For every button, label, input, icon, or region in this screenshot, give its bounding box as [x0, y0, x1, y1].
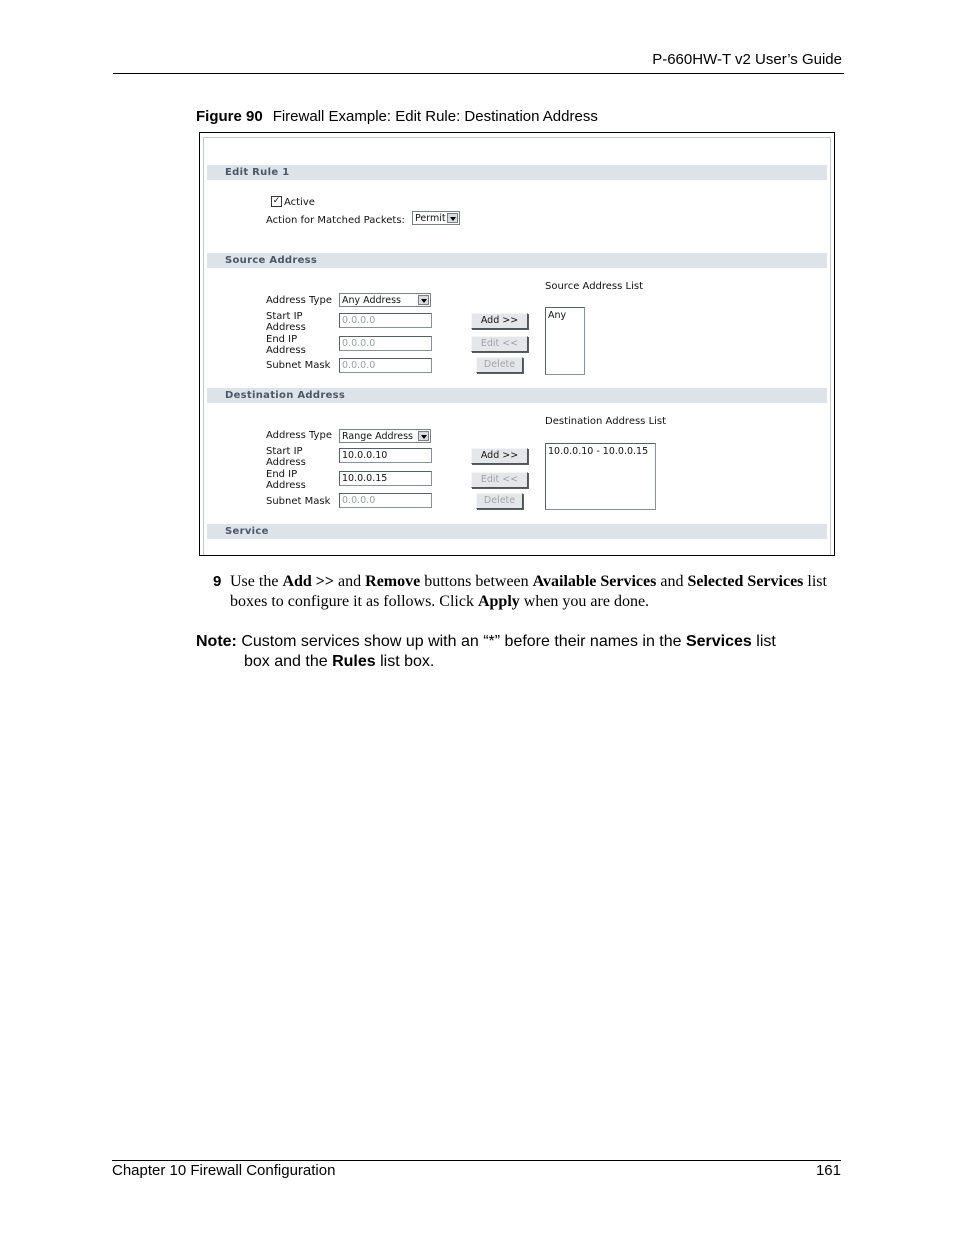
source-address-heading: Source Address: [225, 255, 318, 266]
list-item[interactable]: 10.0.0.10 - 10.0.0.15: [548, 446, 649, 457]
step-bold-apply: Apply: [477, 593, 520, 610]
source-delete-button[interactable]: Delete: [476, 357, 523, 373]
step-bold-selected-services: Selected Services: [687, 573, 804, 590]
step-number: 9: [213, 573, 222, 590]
footer-chapter: Chapter 10 Firewall Configuration: [112, 1162, 336, 1179]
service-heading: Service: [225, 526, 269, 537]
step-text-part: and: [334, 573, 366, 590]
step-text-part: and: [656, 573, 688, 590]
running-header-title: P-660HW-T v2 User’s Guide: [652, 51, 842, 68]
destination-address-band: [207, 388, 827, 403]
step-9: [213, 572, 843, 612]
note-text-part: box and the: [244, 653, 333, 670]
source-address-type-select[interactable]: [339, 293, 431, 307]
source-edit-button[interactable]: Edit <<: [471, 336, 528, 352]
step-text-part: when you are done.: [519, 593, 650, 610]
source-start-ip-value: 0.0.0.0: [342, 315, 376, 326]
source-address-type-label: Address Type: [266, 295, 332, 306]
destination-start-ip-label: Start IP Address: [266, 446, 306, 468]
destination-address-heading: Destination Address: [225, 390, 346, 401]
source-end-ip-value: 0.0.0.0: [342, 338, 376, 349]
chevron-down-icon: [418, 295, 429, 305]
source-list-label: Source Address List: [545, 281, 644, 292]
footer-rule: [112, 1160, 841, 1161]
source-end-ip-label: End IP Address: [266, 334, 306, 356]
note-text-part: list: [751, 633, 776, 650]
chevron-down-icon: [418, 431, 429, 441]
source-subnet-label: Subnet Mask: [266, 360, 331, 371]
destination-start-ip-value: 10.0.0.10: [342, 450, 388, 461]
destination-list-label: Destination Address List: [545, 416, 667, 427]
chevron-down-icon: [447, 213, 458, 223]
source-subnet-value: 0.0.0.0: [342, 360, 376, 371]
source-start-ip-label: Start IP Address: [266, 311, 306, 333]
note-bold-services: Services: [685, 633, 752, 650]
active-checkbox[interactable]: ✓: [272, 196, 281, 206]
source-start-ip-field[interactable]: [339, 313, 432, 328]
firewall-edit-rule-screenshot: [199, 132, 835, 556]
source-end-ip-field[interactable]: [339, 336, 432, 351]
source-subnet-field[interactable]: [339, 358, 432, 373]
footer-page-number: 161: [815, 1162, 841, 1179]
destination-address-type-select[interactable]: [339, 429, 431, 443]
destination-end-ip-field[interactable]: [339, 471, 432, 486]
source-address-type-value: Any Address: [342, 295, 401, 306]
destination-start-ip-field[interactable]: [339, 448, 432, 463]
note-line-2: [196, 652, 836, 672]
destination-delete-button[interactable]: Delete: [476, 493, 523, 509]
note-text-part: list box.: [375, 653, 435, 670]
source-address-band: [207, 253, 827, 268]
figure-label: Figure 90: [196, 108, 263, 125]
destination-subnet-value: 0.0.0.0: [342, 495, 376, 506]
step-text-part: Use the: [230, 573, 283, 590]
note-paragraph: [196, 632, 836, 672]
list-item[interactable]: Any: [548, 310, 567, 321]
step-text-part: buttons between: [420, 573, 533, 590]
destination-add-button[interactable]: Add >>: [471, 448, 528, 464]
header-rule: [113, 73, 844, 74]
service-band: [207, 524, 827, 539]
destination-edit-button[interactable]: Edit <<: [471, 472, 528, 488]
step-bold-available-services: Available Services: [532, 573, 657, 590]
destination-address-list[interactable]: [545, 443, 656, 510]
note-label: Note:: [196, 633, 237, 650]
source-add-button[interactable]: Add >>: [471, 313, 528, 329]
note-text-part: Custom services show up with an “*” before their names in the: [236, 633, 686, 650]
action-select-value: Permit: [415, 213, 446, 224]
step-text-part: list boxes to configure it as follows. Click: [230, 573, 827, 610]
source-address-list[interactable]: [545, 307, 585, 375]
edit-rule-heading: Edit Rule 1: [225, 167, 290, 178]
destination-end-ip-value: 10.0.0.15: [342, 473, 388, 484]
destination-address-type-value: Range Address: [342, 431, 413, 442]
figure-title: Firewall Example: Edit Rule: Destination Address: [272, 108, 598, 125]
note-bold-rules: Rules: [332, 653, 376, 670]
edit-rule-band: [207, 165, 827, 180]
figure-caption: [196, 108, 598, 125]
step-text: [230, 572, 843, 612]
action-select[interactable]: [412, 211, 460, 225]
destination-end-ip-label: End IP Address: [266, 469, 306, 491]
destination-subnet-field[interactable]: [339, 493, 432, 508]
destination-subnet-label: Subnet Mask: [266, 496, 331, 507]
active-label: Active: [284, 197, 315, 208]
destination-address-type-label: Address Type: [266, 430, 332, 441]
step-bold-remove: Remove: [365, 573, 421, 590]
action-label: Action for Matched Packets:: [266, 215, 405, 226]
step-bold-add: Add >>: [282, 573, 335, 590]
